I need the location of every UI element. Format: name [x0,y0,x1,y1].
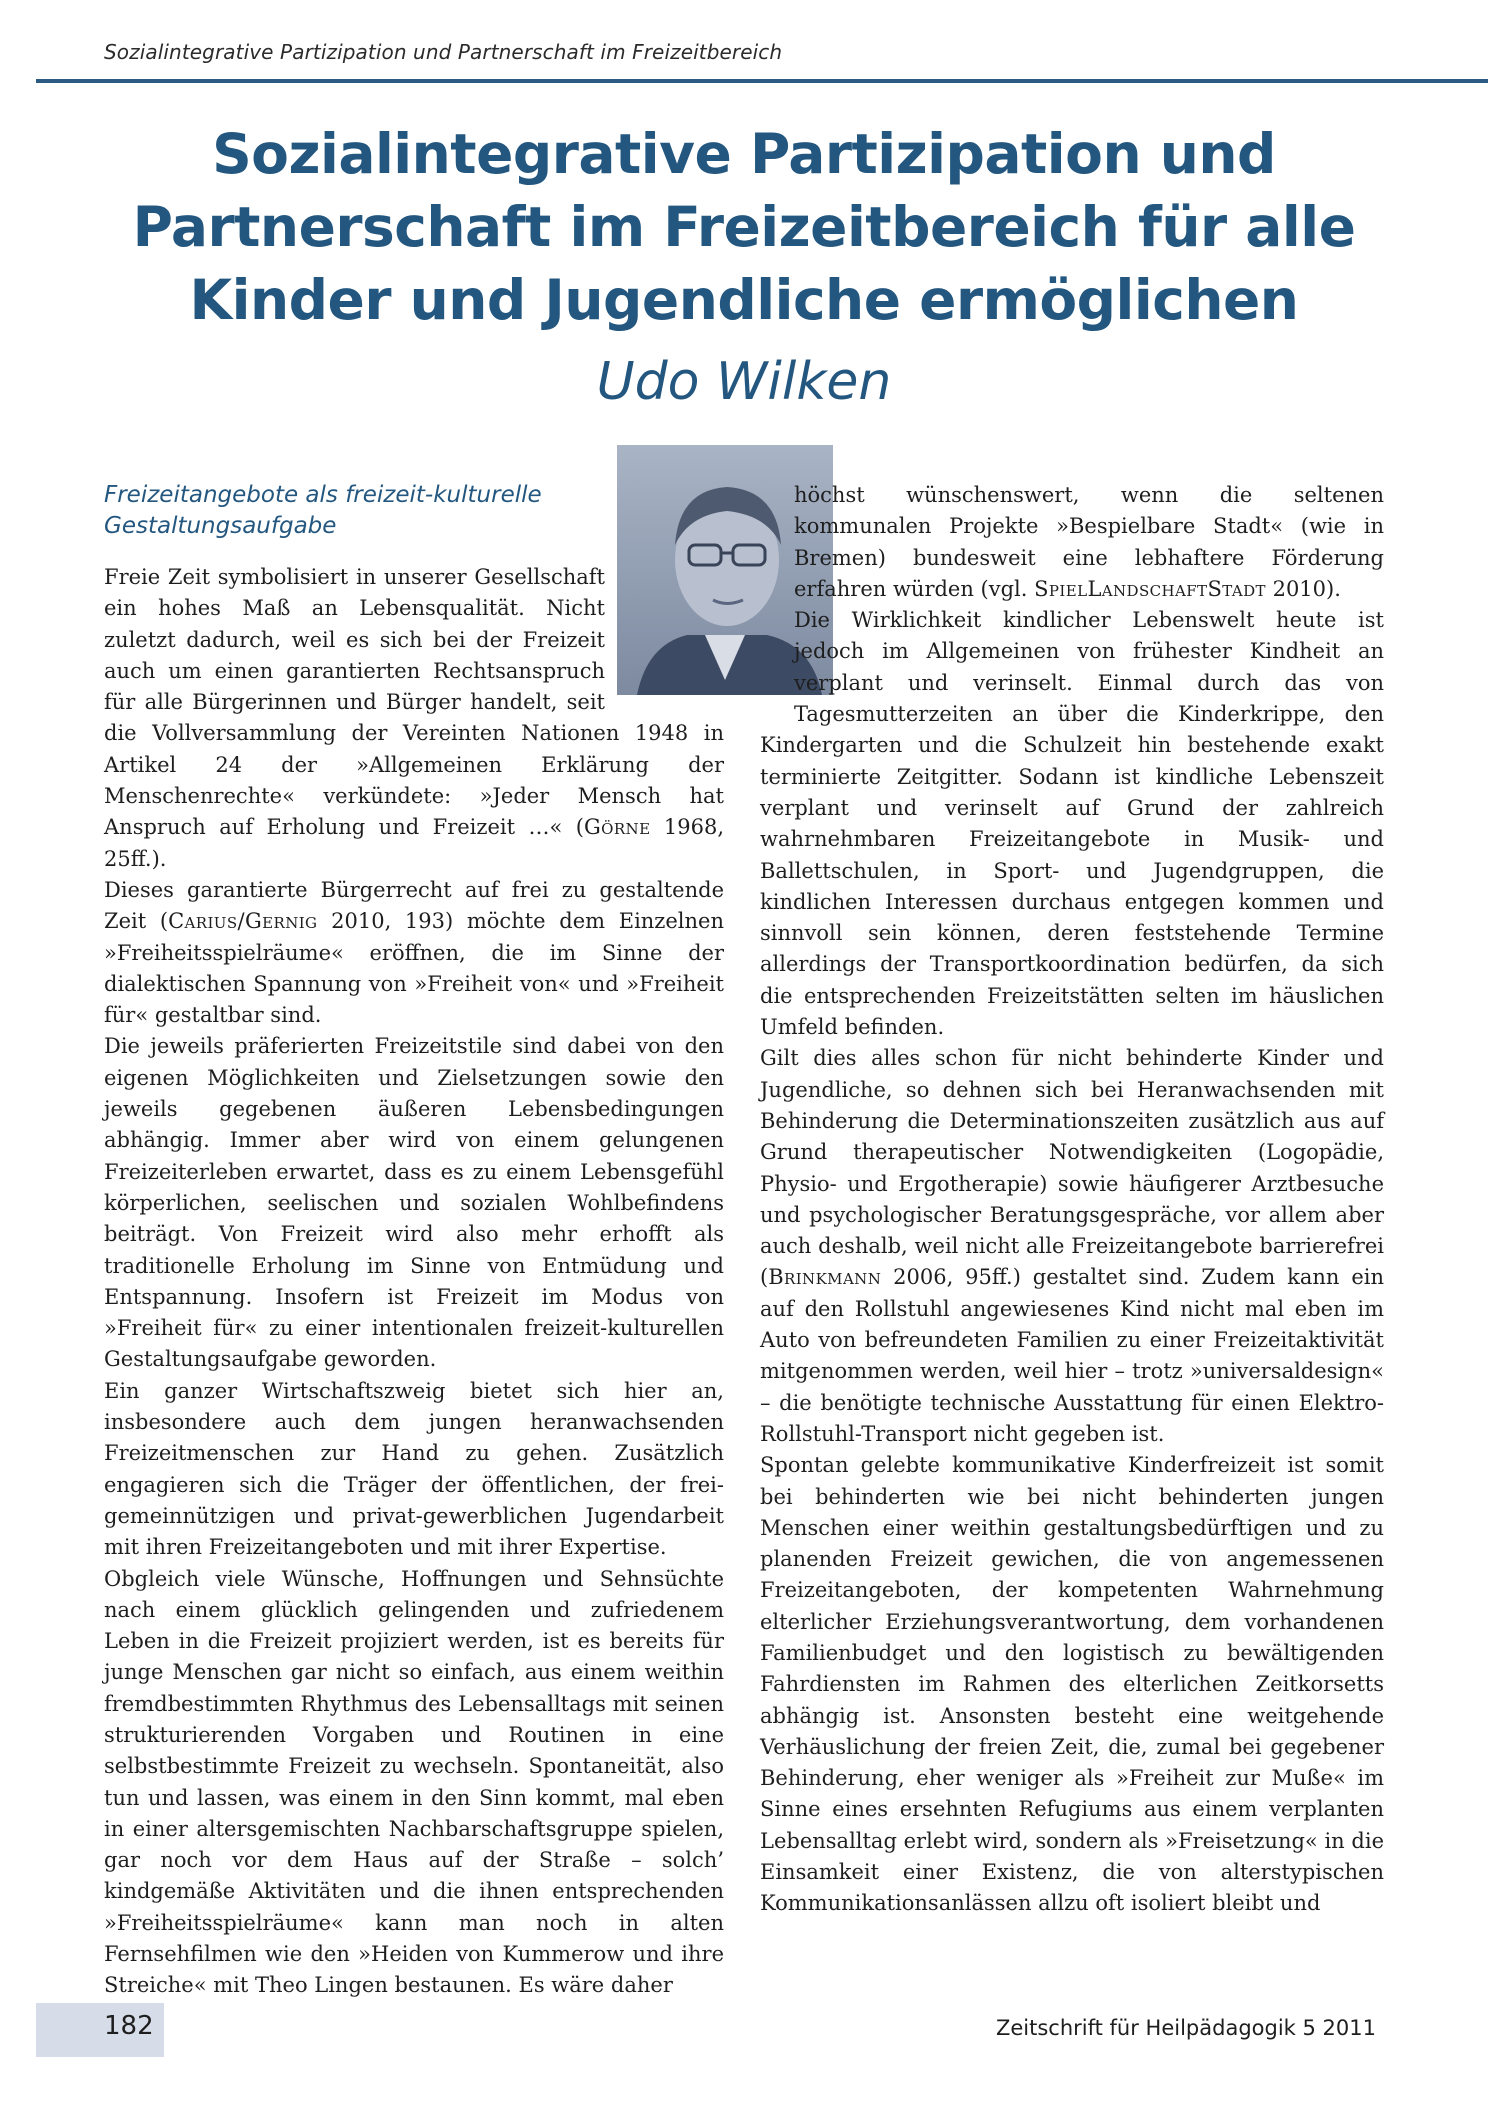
left-column [104,480,725,1998]
journal-footer: Zeitschrift für Heilpädagogik 5 2011 [995,2016,1376,2040]
citation: Görne [583,815,651,840]
author-name: Udo Wilken [596,352,892,412]
section-heading: Freizeitangebote als freizeit-kulturelle Gestaltungsaufgabe [104,482,542,539]
running-head: Sozialintegrative Partizipation und Partnerschaft im Freizeitbereich [104,40,783,64]
paragraph: höchst wünschenswert, wenn die seltenen kommunalen Projekte »Bespielbare Stadt« (wie in Bremen) bundesweit eine lebhaftere Förderung erfahren würden (vgl. SpielLandschaftStadt 2010). [794,483,1384,601]
paragraph: Gilt dies alles schon für nicht behinderte Kinder und Jugendliche, so dehnen sich bei Heranwachsenden mit Behinderung die Determinationszeiten zusätzlich aus auf Grund therapeutischer Notwendigkeiten (Logopädie, Physio- und Ergotherapie) sowie häufigerer Arztbesuche und psychologischer Beratungsgespräche, vor allem aber auch deshalb, weil nicht alle Freizeitangebote barrierefrei (Brinkmann 2006, 95ff.) gestaltet sind. Zudem kann ein auf den Rollstuhl angewiesenes Kind nicht mal eben im Auto von befreundeten Familien zu einer Freizeitaktivität mitgenommen werden, weil hier – trotz »universaldesign« – die benötigte technische Ausstattung für einen Elektro-Rollstuhl-Transport nicht gegeben ist. [760,1046,1384,1446]
paragraph: Spontan gelebte kommunikative Kinderfreizeit ist somit bei behinderten wie bei nicht behinderten jungen Menschen einer weithin gestaltungsbedürftigen und zu planenden Freizeit gewichen, die von angemessenen Freizeitangeboten, der kompetenten Wahrnehmung elterlicher Erziehungsverantwortung, dem vorhandenen Familienbudget und den logistisch zu bewältigenden Fahrdiensten im Rahmen des elterlichen Zeitkorsetts abhängig ist. Ansonsten besteht eine weitgehende Verhäuslichung der freien Zeit, die, zumal bei gegebener Behinderung, eher weniger als »Freiheit zur Muße« im Sinne eines ersehnten Refugiums aus einem verplanten Lebensalltag erlebt wird, sondern als »Freisetzung« in die Einsamkeit einer Existenz, die von alterstypischen Kommunikationsanlässen allzu oft isoliert bleibt und [760,1453,1384,1916]
author-photo-right-half [657,445,782,695]
paragraph: Dieses garantierte Bürgerrecht auf frei zu gestaltende Zeit (Carius/Gernig 2010, 193) möchte dem Einzelnen »Freiheitsspielräume« eröffnen, die im Sinne der dialektischen Spannung von »Freiheit von« und »Freiheit für« gestaltbar sind. [104,877,724,1028]
citation: Brinkmann [768,1265,882,1290]
paragraph: Obgleich viele Wünsche, Hoffnungen und Sehnsüchte nach einem glücklich gelingenden und zufriedenem Leben in die Freizeit projiziert werden, ist es bereits für junge Menschen gar nicht so einfach, aus einem weithin fremdbestimmten Rhythmus des Lebensalltags mit seinen strukturierenden Vorgaben und Routinen in eine selbstbestimmte Freizeit zu wechseln. Spontaneität, also tun und lassen, was einem in den Sinn kommt, mal eben in einer altersgemischten Nachbarschaftsgruppe spielen, gar noch vor dem Haus auf der Straße – solch’ kindgemäße Aktivitäten und die ihnen entsprechenden »Freiheitsspielräume« kann man noch in alten Fernsehfilmen wie den »Heiden von Kummerow und ihre Streiche« mit Theo Lingen bestaunen. Es wäre daher [104,1566,724,1998]
paragraph: Die jeweils präferierten Freizeitstile sind dabei von den eigenen Möglichkeiten und Zielsetzungen sowie den jeweils gegebenen äußeren Lebensbedingungen abhängig. Immer aber wird von einem gelungenen Freizeiterleben erwartet, dass es zu einem Lebensgefühl körperlichen, seelischen und sozialen Wohlbefindens beiträgt. Von Freizeit wird also mehr erhofft als traditionelle Erholung im Sinne von Entmüdung und Entspannung. Insofern ist Freizeit im Modus von »Freiheit für« zu einer intentionalen freizeit-kulturellen Gestaltungsaufgabe geworden. [104,1034,724,1372]
page-number: 182 [104,2011,154,2041]
article-title: Sozialintegrative Partizipation und Partnerschaft im Freizeitbereich für alle Kinder und Jugendliche ermöglichen [132,122,1356,332]
paragraph: Ein ganzer Wirtschaftszweig bietet sich hier an, insbesondere auch dem jungen heranwachsenden Freizeitmenschen zur Hand zu gehen. Zusätzlich engagieren sich die Träger der öffentlichen, der frei-gemeinnützigen und privat-gewerblichen Jugendarbeit mit ihren Freizeitangeboten und mit ihrer Expertise. [104,1378,724,1560]
paragraph: Freie Zeit symbolisiert in unserer Gesellschaft ein hohes Maß an Lebensqualität. Nicht zuletzt dadurch, weil es sich bei der Freizeit auch um einen garantierten Rechtsanspruch für alle Bürgerinnen und Bürger handelt, seit die Vollversammlung der Vereinten Nationen 1948 in Artikel 24 der »Allgemeinen Erklärung der Menschenrechte« verkündete: »Jeder Mensch hat Anspruch auf Erholung und Freizeit …« (Görne 1968, 25ff.). [104,565,725,871]
citation: SpielLandschaftStadt [1034,576,1266,601]
paragraph: Die Wirklichkeit kindlicher Lebenswelt heute ist jedoch im Allgemeinen von frühester Kindheit an verplant und verinselt. Einmal durch das von Tagesmutterzeiten an über die Kinderkrippe, den Kindergarten und die Schulzeit hin bestehende exakt terminierte Zeitgitter. Sodann ist kindliche Lebenszeit verplant und verinselt auf Grund der zahlreich wahrnehmbaren Freizeitangebote in Musik- und Ballettschulen, in Sport- und Jugendgruppen, die kindlichen Interessen durchaus entgegen kommen und sinnvoll sein können, deren feststehende Termine allerdings der Transportkoordination bedürfen, da sich die entsprechenden Freizeitstätten selten im häuslichen Umfeld befinden. [760,608,1384,1040]
right-column [760,480,1384,1960]
citation: Carius/Gernig [168,909,318,934]
header-rule [36,79,1488,83]
